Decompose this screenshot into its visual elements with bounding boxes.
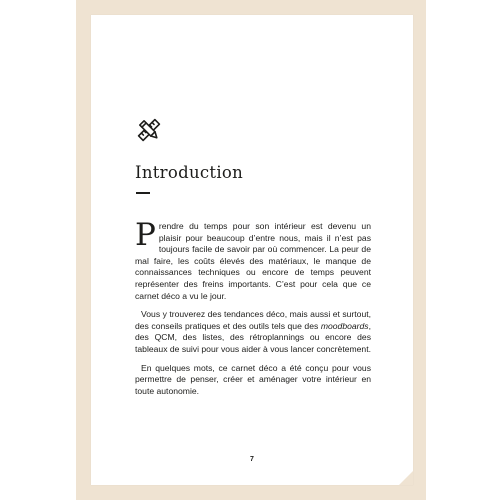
drop-cap: P [135, 217, 156, 253]
title-underline [136, 192, 150, 194]
page-fold-corner [399, 471, 413, 485]
paragraph-tools-before: Vous y trouverez des tendances déco, mais aussi et surtout, des conseils pratiques et des outils tels que des [135, 309, 371, 331]
paragraph-tools-emphasis: moodboards [320, 320, 369, 331]
paragraph-intro [135, 217, 371, 302]
page-number: 7 [250, 456, 254, 463]
pencil-ruler-crossed-icon [136, 117, 162, 143]
paragraph-tools [135, 309, 371, 355]
book-page [91, 15, 413, 485]
paragraph-conclusion: En quelques mots, ce carnet déco a été conçu pour vous permettre de penser, créer et aménager votre intérieur en toute autonomie. [135, 362, 371, 396]
paragraph-tools-after: , des QCM, des listes, des rétroplannings ou encore des tableaux de suivi pour vous aider à vous lancer concrètement. [135, 320, 371, 354]
page-title: Introduction [135, 163, 244, 182]
paragraph-intro-text: rendre du temps pour son intérieur est devenu un plaisir pour beaucoup d’entre nous, mais il n’est pas toujours facile de savoir par où commencer. La peur de mal faire, les coûts élevés des matériaux, le manque de connaissances techniques ou encore de temps peuvent représenter des freins importants. C’est pour cela que ce carnet déco a vu le jour. [135, 221, 371, 301]
body-text [135, 217, 371, 404]
